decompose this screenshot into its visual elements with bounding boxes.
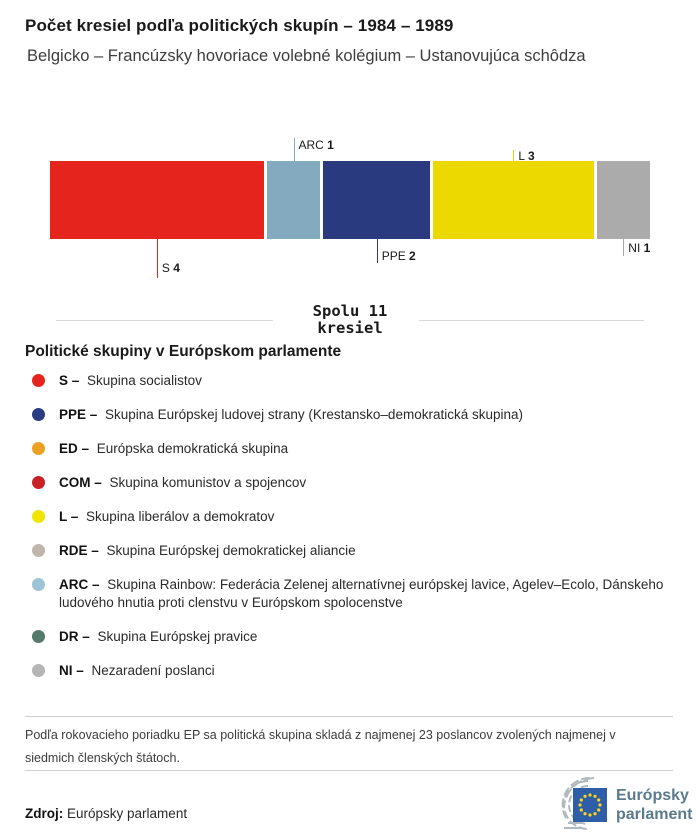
- tick-line-s: [157, 239, 158, 278]
- legend-item-text: L – Skupina liberálov a demokratov: [59, 509, 275, 524]
- legend-item-text: NI – Nezaradení poslanci: [59, 663, 215, 678]
- tick-label-ppe: PPE 2: [381, 249, 416, 263]
- total-seats: [0, 300, 700, 340]
- source-line: [25, 806, 187, 821]
- page-subtitle: Belgicko – Francúzsky hovoriace volebné kolégium – Ustanovujúca schôdza: [27, 47, 586, 65]
- legend-item-arc: [25, 576, 675, 612]
- legend-item-text: COM – Skupina komunistov a spojencov: [59, 475, 307, 490]
- source-value: Európsky parlament: [67, 806, 188, 821]
- bar-segment-ni: [597, 161, 650, 239]
- legend-item-ed: [25, 440, 675, 458]
- footnote: Podľa rokovacieho poriadku EP sa politická skupina skladá z najmenej 23 poslancov zvolených najmenej v siedmich členských štátoch.: [25, 728, 616, 765]
- legend-item-dr: [25, 628, 675, 646]
- legend-item-s: [25, 372, 675, 390]
- legend-dot-icon: [32, 544, 45, 557]
- footnote-divider-top: [25, 716, 673, 717]
- footnote-divider-bottom: [25, 770, 673, 771]
- legend-item-text: ARC – Skupina Rainbow: Federácia Zelenej alternatívnej európskej lavice, Agelev–Ecolo, Dánskeho ludového hnutia proti clenstvu v Európskom spolocenstve: [59, 577, 664, 610]
- legend-dot-icon: [32, 664, 45, 677]
- european-parliament-logo: [528, 777, 694, 833]
- tick-label-arc: ARC 1: [298, 138, 334, 152]
- legend-dot-icon: [32, 408, 45, 421]
- legend-list: [25, 372, 675, 696]
- legend-item-l: [25, 508, 675, 526]
- legend-item-text: RDE – Skupina Európskej demokratickej aliancie: [59, 543, 356, 558]
- eu-flag: [573, 788, 607, 822]
- legend-item-ppe: [25, 406, 675, 424]
- legend-item-rde: [25, 542, 675, 560]
- legend-item-ni: [25, 662, 675, 680]
- legend-dot-icon: [32, 510, 45, 523]
- legend-dot-icon: [32, 630, 45, 643]
- logo-text-line1: Európsky: [616, 787, 689, 804]
- seat-bar: [50, 161, 650, 239]
- tick-label-s: S 4: [161, 261, 180, 275]
- legend-item-com: [25, 474, 675, 492]
- tick-line-arc: [294, 138, 295, 161]
- legend-dot-icon: [32, 374, 45, 387]
- divider-line-left: [56, 320, 273, 321]
- legend-dot-icon: [32, 578, 45, 591]
- divider-line-right: [419, 320, 644, 321]
- legend-dot-icon: [32, 442, 45, 455]
- tick-line-l: [513, 150, 514, 161]
- bar-segment-l: [433, 161, 593, 239]
- legend-dot-icon: [32, 476, 45, 489]
- source-label: Zdroj:: [25, 806, 64, 821]
- page-title: Počet kresiel podľa politických skupín – 1984 – 1989: [25, 16, 454, 35]
- legend-item-text: S – Skupina socialistov: [59, 373, 202, 388]
- tick-line-ppe: [377, 239, 378, 263]
- legend-item-text: PPE – Skupina Európskej ludovej strany (Krestansko–demokratická skupina): [59, 407, 523, 422]
- tick-line-ni: [623, 239, 624, 256]
- legend-heading: Politické skupiny v Európskom parlamente: [25, 343, 342, 360]
- logo-text-line2: parlament: [616, 806, 693, 823]
- legend-item-text: ED – Európska demokratická skupina: [59, 441, 289, 456]
- total-seats-label: Spolu 11 kresiel: [312, 302, 388, 337]
- tick-label-ni: NI 1: [628, 241, 651, 255]
- bar-segment-ppe: [323, 161, 430, 239]
- tick-label-l: L 3: [518, 149, 535, 163]
- bar-segment-arc: [267, 161, 320, 239]
- bar-segment-s: [50, 161, 264, 239]
- legend-item-text: DR – Skupina Európskej pravice: [59, 629, 258, 644]
